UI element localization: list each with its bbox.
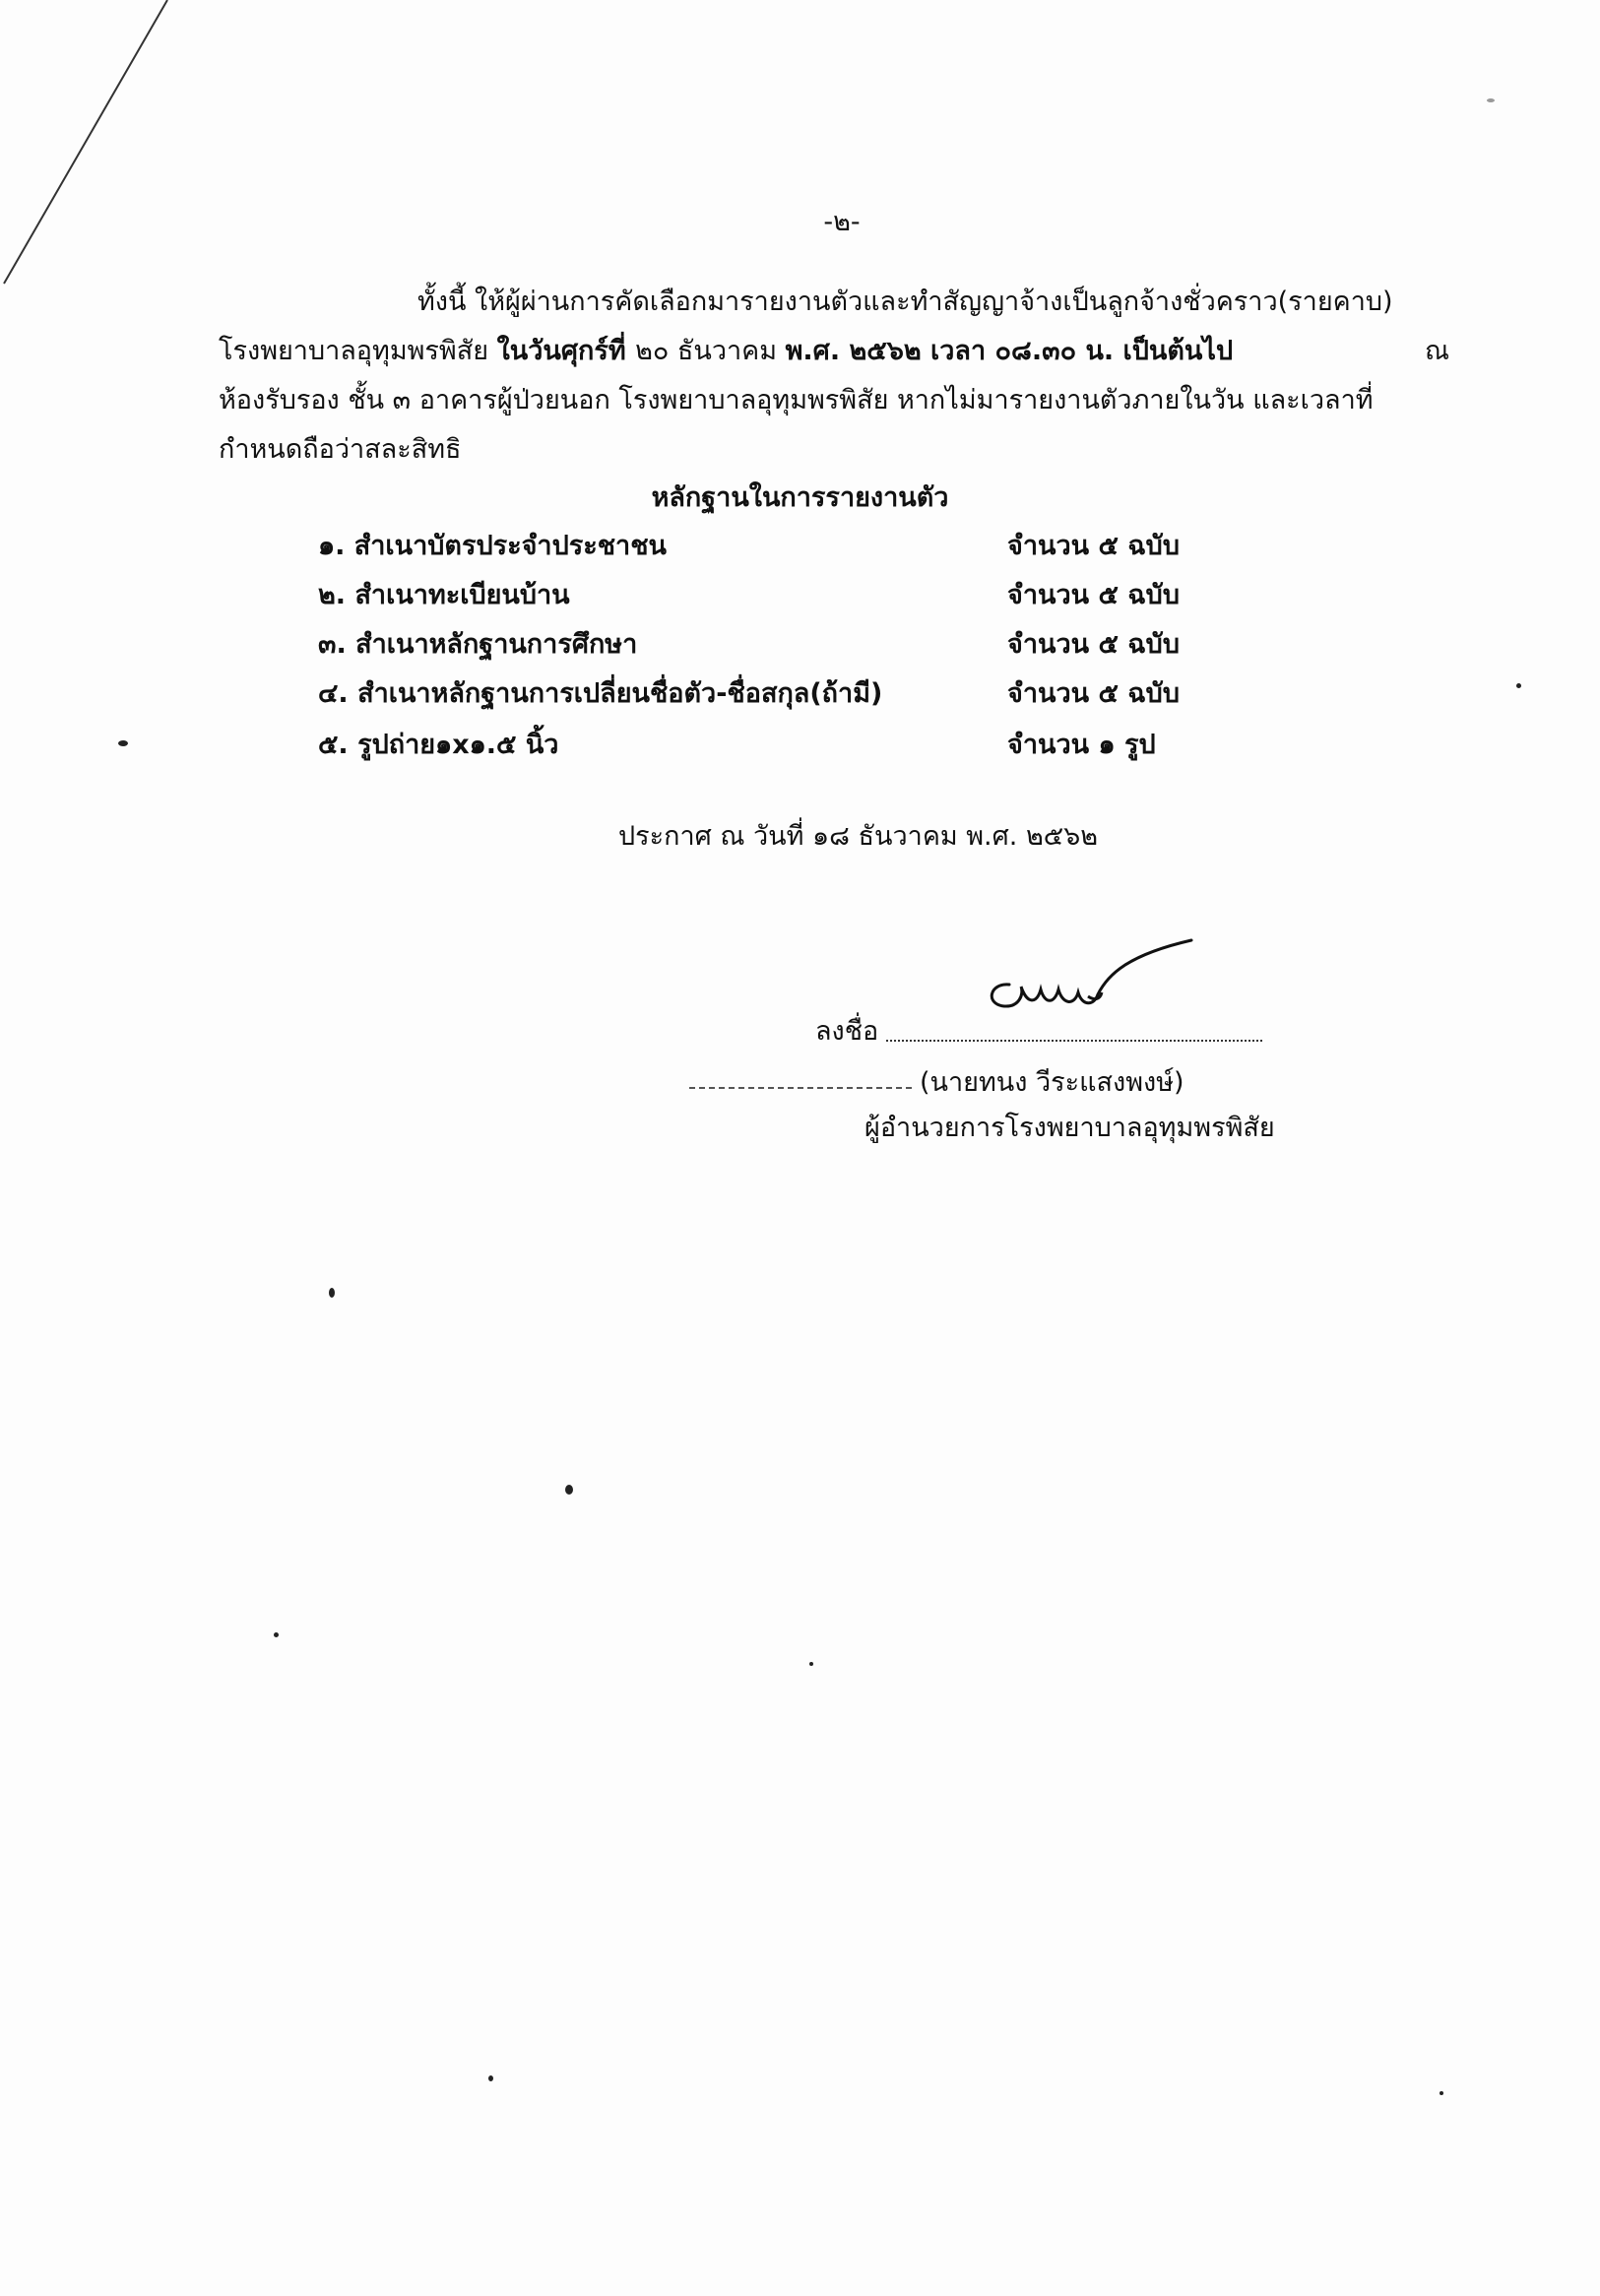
paragraph-time: พ.ศ. ๒๕๖๒ เวลา ๐๘.๓๐ น. เป็นต้นไป — [785, 336, 1234, 366]
announcement-date: ประกาศ ณ วันที่ ๑๘ ธันวาคม พ.ศ. ๒๕๖๒ — [618, 821, 1099, 852]
scan-speck — [565, 1485, 573, 1495]
evidence-item-name: ๕. รูปถ่าย๑x๑.๕ นิ้ว — [318, 730, 559, 760]
evidence-item — [318, 723, 1224, 766]
paragraph-line-3: ห้องรับรอง ชั้น ๓ อาคารผู้ป่วยนอก โรงพยาบาลอุทุมพรพิสัย หากไม่มารายงานตัวภายในวัน และเวลาที่ — [219, 385, 1374, 415]
page-number: -๒- — [823, 207, 861, 237]
scan-speck — [1487, 98, 1495, 102]
scan-speck — [488, 2075, 493, 2081]
evidence-item-qty: จำนวน ๕ ฉบับ — [1007, 629, 1180, 660]
evidence-item-qty: จำนวน ๕ ฉบับ — [1007, 580, 1180, 610]
paragraph-line-2 — [219, 327, 1459, 376]
corner-fold-mark — [0, 0, 197, 295]
evidence-item-qty: จำนวน ๕ ฉบับ — [1007, 531, 1180, 561]
paragraph-day: ในวันศุกร์ที่ — [496, 336, 636, 366]
evidence-item-name: ๑. สำเนาบัตรประจำประชาชน — [318, 531, 667, 561]
evidence-item — [318, 622, 1224, 666]
evidence-heading: หลักฐานในการรายงานตัว — [651, 482, 949, 513]
signer-position: ผู้อำนวยการโรงพยาบาลอุทุมพรพิสัย — [864, 1113, 1275, 1143]
signature-image — [980, 935, 1206, 1034]
paragraph-date: ๒๐ ธันวาคม — [635, 336, 786, 366]
scan-speck — [1440, 2091, 1443, 2095]
evidence-item — [318, 573, 1224, 616]
scan-speck — [1516, 683, 1521, 688]
evidence-item-name: ๒. สำเนาทะเบียนบ้าน — [318, 580, 570, 610]
evidence-item — [318, 671, 1224, 715]
scan-speck — [118, 740, 128, 746]
scan-speck — [329, 1288, 335, 1298]
body-paragraph — [219, 278, 1459, 475]
scan-speck — [809, 1662, 813, 1666]
signature-line — [886, 1040, 1262, 1042]
evidence-item — [318, 524, 1224, 567]
evidence-item-name: ๔. สำเนาหลักฐานการเปลี่ยนชื่อตัว-ชื่อสกุล(ถ้ามี) — [318, 678, 883, 709]
evidence-item-name: ๓. สำเนาหลักฐานการศึกษา — [318, 629, 638, 660]
scan-speck — [274, 1632, 279, 1637]
signer-name: (นายทนง วีระแสงพงษ์) — [920, 1067, 1184, 1098]
evidence-item-qty: จำนวน ๕ ฉบับ — [1007, 678, 1180, 709]
name-dotted-line — [689, 1087, 912, 1089]
paragraph-at: ณ — [1424, 336, 1449, 366]
paragraph-hospital: โรงพยาบาลอุทุมพรพิสัย — [219, 336, 497, 366]
paragraph-line-4: กำหนดถือว่าสละสิทธิ — [219, 434, 462, 465]
evidence-item-qty: จำนวน ๑ รูป — [1007, 730, 1156, 760]
paragraph-line-1: ทั้งนี้ ให้ผู้ผ่านการคัดเลือกมารายงานตัวและทำสัญญาจ้างเป็นลูกจ้างชั่วคราว(รายคาบ) — [417, 287, 1393, 317]
sign-label: ลงชื่อ — [815, 1016, 879, 1047]
